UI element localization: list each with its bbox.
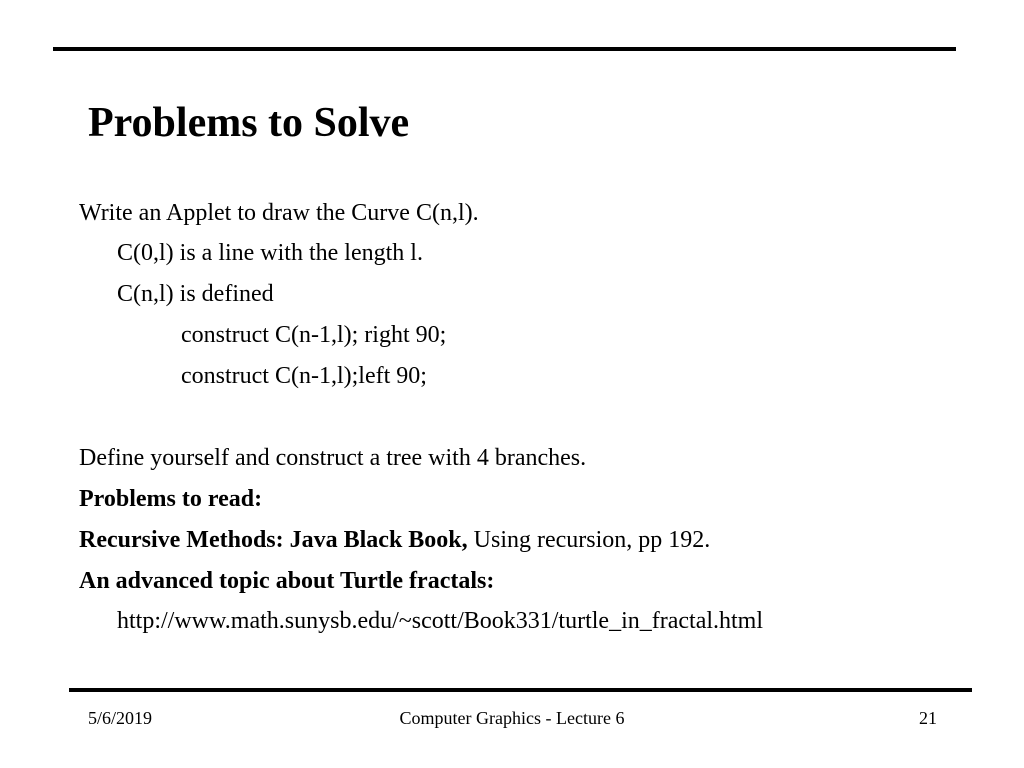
- body-line-reading-reference: [79, 525, 710, 555]
- footer-date: 5/6/2019: [88, 708, 153, 728]
- body-line-definition: C(n,l) is defined: [117, 281, 274, 307]
- bottom-divider: [69, 688, 972, 692]
- body-line-base-case: C(0,l) is a line with the length l.: [117, 240, 423, 266]
- footer-lecture-title: Computer Graphics - Lecture 6: [399, 708, 625, 728]
- body-line-construct-left: construct C(n-1,l);left 90;: [181, 363, 427, 389]
- reference-url: http://www.math.sunysb.edu/~scott/Book331/turtle_in_fractal.html: [117, 608, 764, 634]
- body-line-construct-right: construct C(n-1,l); right 90;: [181, 322, 447, 348]
- reading-reference-bold: Recursive Methods: Java Black Book,: [79, 527, 468, 553]
- top-divider: [53, 47, 956, 51]
- reading-reference-detail: Using recursion, pp 192.: [467, 527, 711, 553]
- body-line-advanced-topic: An advanced topic about Turtle fractals:: [79, 568, 495, 594]
- body-line-tree-task: Define yourself and construct a tree with 4 branches.: [79, 445, 587, 471]
- body-line-applet-task: Write an Applet to draw the Curve C(n,l).: [79, 200, 479, 226]
- body-line-problems-to-read: Problems to read:: [79, 486, 263, 512]
- footer-page-number: 21: [919, 708, 937, 728]
- slide-title: Problems to Solve: [88, 100, 410, 146]
